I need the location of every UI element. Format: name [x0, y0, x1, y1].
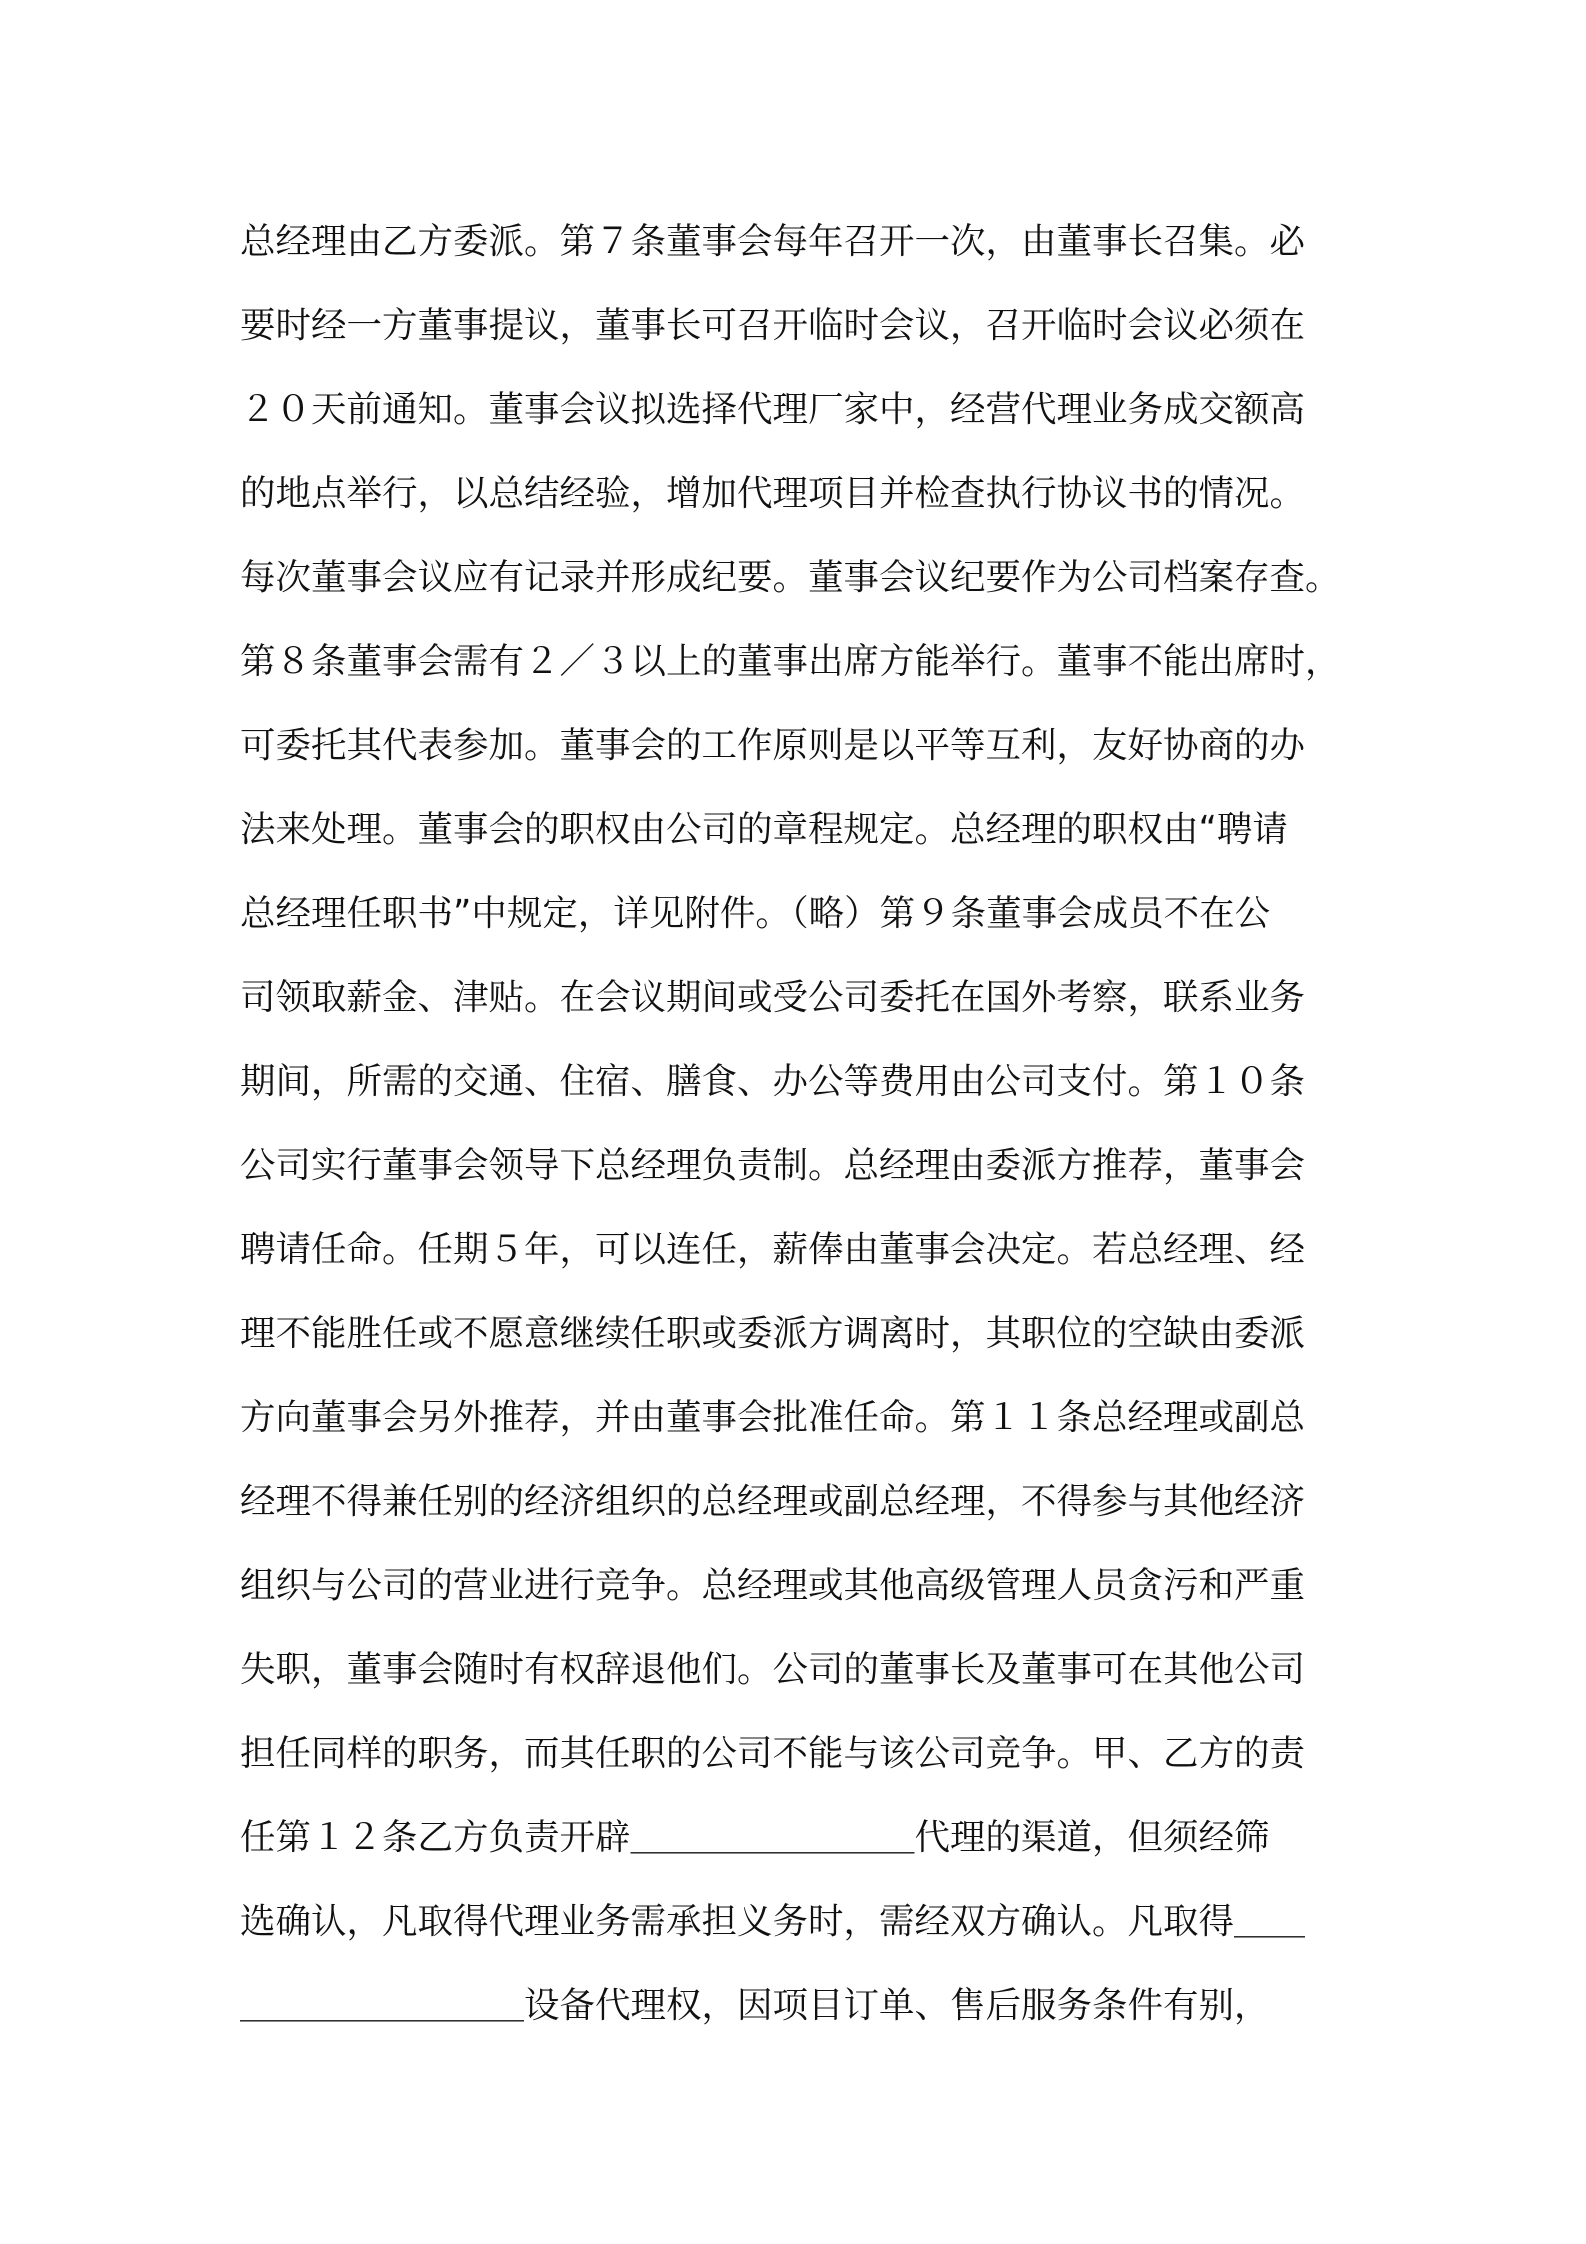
text-line: 聘请任命。任期５年，可以连任，薪俸由董事会决定。若总经理、经: [240, 1229, 1306, 1270]
text-line: 期间，所需的交通、住宿、膳食、办公等费用由公司支付。第１０条: [240, 1061, 1306, 1102]
text-line: 经理不得兼任别的经济组织的总经理或副总经理，不得参与其他经济: [240, 1481, 1306, 1522]
text-line: 任第１２条乙方负责开辟＿＿＿＿＿＿＿＿代理的渠道，但须经筛: [240, 1817, 1270, 1858]
text-line: 理不能胜任或不愿意继续任职或委派方调离时，其职位的空缺由委派: [240, 1313, 1306, 1354]
text-line: 选确认，凡取得代理业务需承担义务时，需经双方确认。凡取得＿＿: [240, 1901, 1306, 1942]
text-line: 要时经一方董事提议，董事长可召开临时会议，召开临时会议必须在: [240, 305, 1306, 346]
text-line: 总经理由乙方委派。第７条董事会每年召开一次，由董事长召集。必: [240, 221, 1306, 262]
text-line: 每次董事会议应有记录并形成纪要。董事会议纪要作为公司档案存查。: [240, 557, 1341, 598]
text-line: 公司实行董事会领导下总经理负责制。总经理由委派方推荐，董事会: [240, 1145, 1306, 1186]
text-line: 法来处理。董事会的职权由公司的章程规定。总经理的职权由“聘请: [240, 809, 1288, 850]
text-line: 的地点举行，以总结经验，增加代理项目并检查执行协议书的情况。: [240, 473, 1306, 514]
body-text: [240, 200, 1380, 2048]
text-line: 组织与公司的营业进行竞争。总经理或其他高级管理人员贪污和严重: [240, 1565, 1306, 1606]
text-line: 司领取薪金、津贴。在会议期间或受公司委托在国外考察，联系业务: [240, 977, 1306, 1018]
text-line: ２０天前通知。董事会议拟选择代理厂家中，经营代理业务成交额高: [240, 389, 1306, 430]
text-line: 方向董事会另外推荐，并由董事会批准任命。第１１条总经理或副总: [240, 1397, 1306, 1438]
text-line: 担任同样的职务，而其任职的公司不能与该公司竞争。甲、乙方的责: [240, 1733, 1306, 1774]
text-line: 第８条董事会需有２／３以上的董事出席方能举行。董事不能出席时，: [240, 641, 1341, 682]
text-line: 失职，董事会随时有权辞退他们。公司的董事长及董事可在其他公司: [240, 1649, 1306, 1690]
text-line: 总经理任职书”中规定，详见附件。（略）第９条董事会成员不在公: [240, 893, 1271, 934]
text-line: 可委托其代表参加。董事会的工作原则是以平等互利，友好协商的办: [240, 725, 1306, 766]
text-line: ＿＿＿＿＿＿＿＿设备代理权，因项目订单、售后服务条件有别，: [240, 1985, 1270, 2026]
